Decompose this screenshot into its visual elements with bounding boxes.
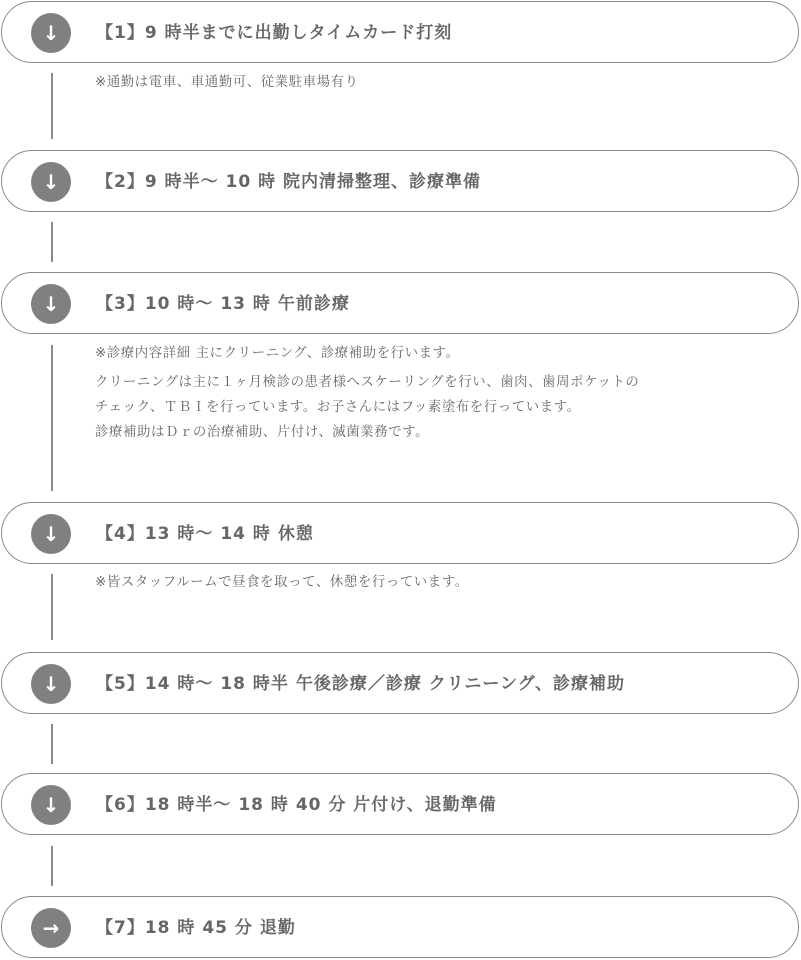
step-1-note bbox=[95, 70, 795, 95]
step-title: 【1】9 時半までに出勤しタイムカード打刻 bbox=[96, 23, 453, 43]
step-7 bbox=[1, 896, 799, 958]
note-line: ※診療内容詳細 主にクリーニング、診療補助を行います。 bbox=[95, 346, 460, 361]
timeline-connector bbox=[51, 222, 53, 262]
timeline-connector bbox=[51, 574, 53, 640]
note-line: 診療補助はＤｒの治療補助、片付け、滅菌業務です。 bbox=[95, 425, 430, 440]
step-4-note bbox=[95, 570, 795, 595]
note-line: ※皆スタッフルームで昼食を取って、休憩を行っています。 bbox=[95, 575, 469, 590]
timeline-connector bbox=[51, 345, 53, 491]
step-2 bbox=[1, 150, 799, 212]
step-5 bbox=[1, 652, 799, 714]
arrow-right-icon: → bbox=[31, 908, 71, 948]
step-1 bbox=[1, 1, 799, 63]
step-title: 【5】14 時～ 18 時半 午後診療／診療 クリニーング、診療補助 bbox=[96, 674, 626, 694]
arrow-down-icon: ↓ bbox=[31, 664, 71, 704]
note-line: チェック、ＴＢＩを行っています。お子さんにはフッ素塗布を行っています。 bbox=[95, 400, 581, 415]
step-title: 【2】9 時半～ 10 時 院内清掃整理、診療準備 bbox=[96, 172, 481, 192]
arrow-down-icon: ↓ bbox=[31, 514, 71, 554]
step-title: 【3】10 時～ 13 時 午前診療 bbox=[96, 294, 350, 314]
step-title: 【7】18 時 45 分 退勤 bbox=[96, 918, 296, 938]
timeline-connector bbox=[51, 73, 53, 139]
step-title: 【6】18 時半～ 18 時 40 分 片付け、退勤準備 bbox=[96, 795, 497, 815]
timeline-connector bbox=[51, 724, 53, 764]
step-6 bbox=[1, 773, 799, 835]
step-3-note bbox=[95, 341, 795, 445]
arrow-down-icon: ↓ bbox=[31, 13, 71, 53]
step-title: 【4】13 時～ 14 時 休憩 bbox=[96, 524, 314, 544]
step-3 bbox=[1, 272, 799, 334]
arrow-down-icon: ↓ bbox=[31, 785, 71, 825]
arrow-down-icon: ↓ bbox=[31, 284, 71, 324]
arrow-down-icon: ↓ bbox=[31, 162, 71, 202]
step-4 bbox=[1, 502, 799, 564]
note-line: クリーニングは主に１ヶ月検診の患者様へスケーリングを行い、歯肉、歯周ポケットの bbox=[95, 375, 640, 390]
note-line: ※通勤は電車、車通勤可、従業駐車場有り bbox=[95, 75, 359, 90]
timeline-connector bbox=[51, 846, 53, 886]
